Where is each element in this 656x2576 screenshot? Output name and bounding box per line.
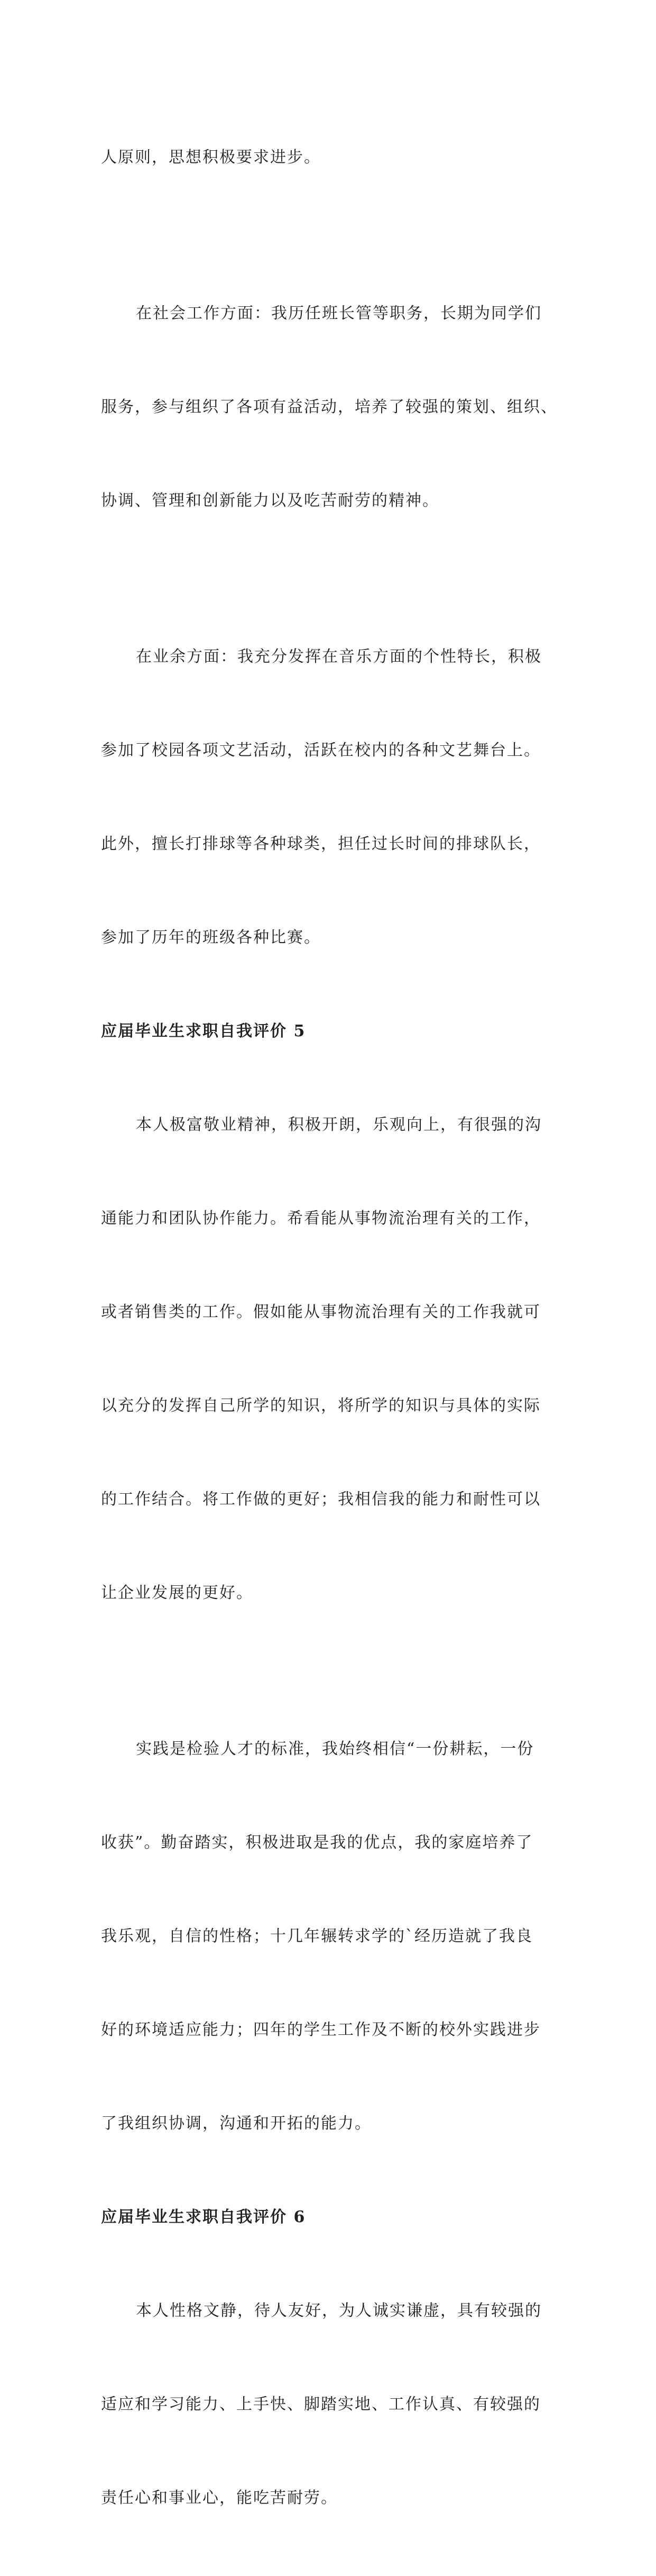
- section-heading-6: 应届毕业生求职自我评价 6: [101, 2208, 306, 2226]
- text-line: 本人极富敬业精神，积极开朗，乐观向上，有很强的沟: [136, 1116, 542, 1134]
- text-line: 本人性格文静，待人友好，为人诚实谦虚，具有较强的: [136, 2301, 542, 2320]
- text-line: 我乐观，自信的性格；十几年辗转求学的`经历造就了我良: [101, 1927, 533, 1945]
- text-line: 好的环境适应能力；四年的学生工作及不断的校外实践进步: [101, 2021, 541, 2039]
- paragraph-spare-time: [101, 579, 561, 1016]
- text-line: 让企业发展的更好。: [101, 1584, 253, 1602]
- text-line: 通能力和团队协作能力。希看能从事物流治理有关的工作，: [101, 1209, 541, 1228]
- text-line: 收获”。勤奋踏实，积极进取是我的优点，我的家庭培养了: [101, 1833, 533, 1852]
- text-line: 适应和学习能力、上手快、脚踏实地、工作认真、有较强的: [101, 2395, 541, 2414]
- text-line: 此外，擅长打排球等各种球类，担任过长时间的排球队长，: [101, 835, 541, 853]
- text-line: 协调、管理和创新能力以及吃苦耐劳的精神。: [101, 491, 439, 510]
- text-line: 人原则，思想积极要求进步。: [101, 148, 321, 167]
- document-page: [101, 79, 561, 2576]
- text-line: 责任心和事业心，能吃苦耐劳。: [101, 2489, 338, 2507]
- paragraph-social-work: [101, 235, 561, 579]
- text-line: 或者销售类的工作。假如能从事物流治理有关的工作我就可: [101, 1303, 541, 1321]
- text-line: 的工作结合。将工作做的更好；我相信我的能力和耐性可以: [101, 1490, 541, 1509]
- text-line: 服务，参与组织了各项有益活动，培养了较强的策划、组织、: [101, 398, 558, 416]
- section-heading-5: 应届毕业生求职自我评价 5: [101, 1022, 306, 1040]
- paragraph-evaluation-5b: [101, 1671, 561, 2202]
- text-line: 在社会工作方面：我历任班长管等职务，长期为同学们: [136, 304, 542, 323]
- text-line: 参加了历年的班级各种比赛。: [101, 928, 321, 947]
- text-line: 在业余方面：我充分发挥在音乐方面的个性特长，积极: [136, 647, 542, 666]
- paragraph-evaluation-5a: [101, 1047, 561, 1671]
- paragraph-continuation: [101, 79, 561, 235]
- text-line: 以充分的发挥自己所学的知识，将所学的知识与具体的实际: [101, 1396, 541, 1415]
- paragraph-evaluation-6: [101, 2233, 561, 2576]
- text-line: 实践是检验人才的标准，我始终相信“一份耕耘，一份: [136, 1740, 534, 1758]
- text-line: 参加了校园各项文艺活动，活跃在校内的各种文艺舞台上。: [101, 741, 541, 760]
- text-line: 了我组织协调，沟通和开拓的能力。: [101, 2114, 372, 2133]
